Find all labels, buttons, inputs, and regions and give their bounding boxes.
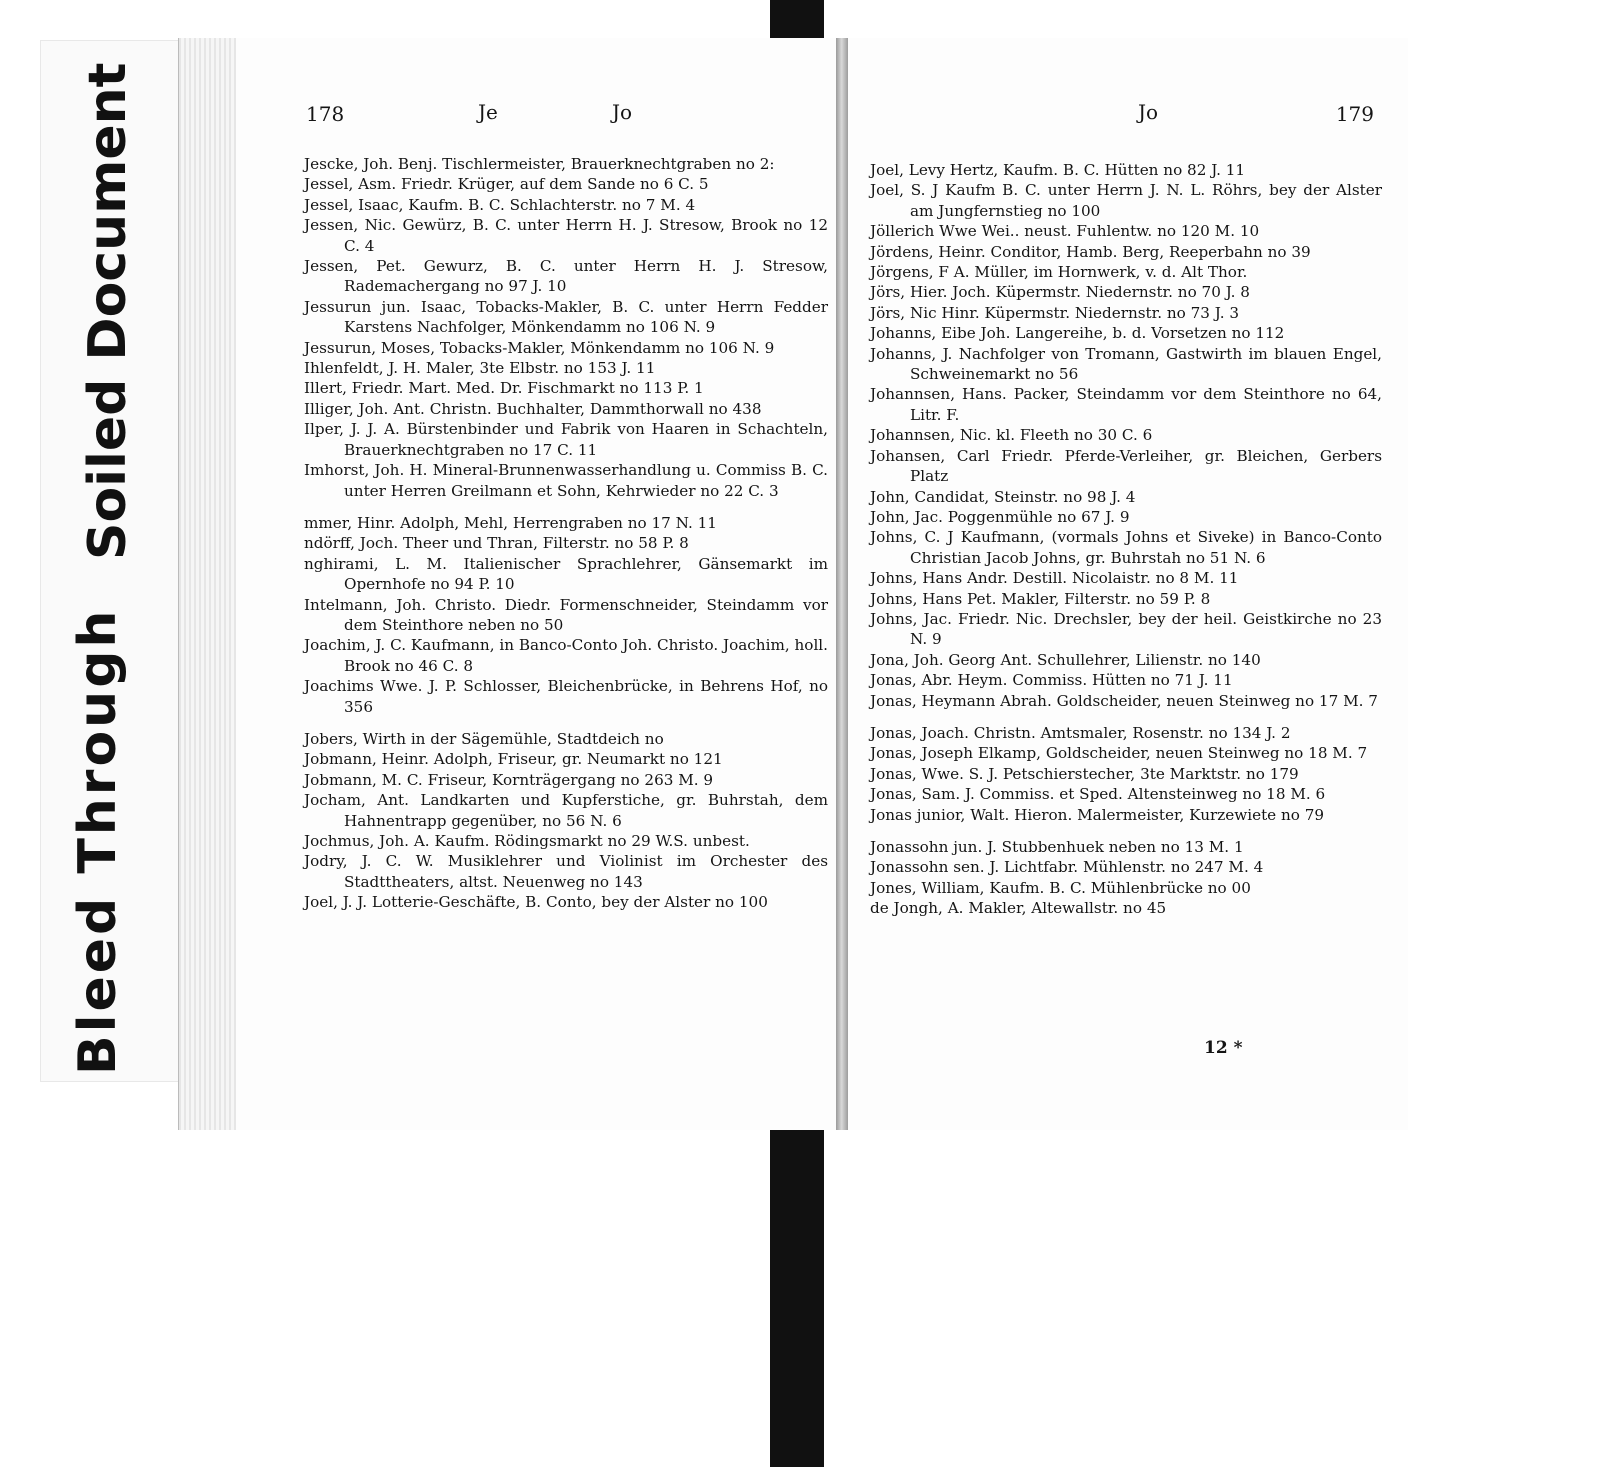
left-entry-list xyxy=(304,154,828,913)
directory-entry: Illert, Friedr. Mart. Med. Dr. Fischmarkt no 113 P. 1 xyxy=(304,379,704,398)
directory-entry: Joel, J. J. Lotterie-Geschäfte, B. Conto, bey der Alster no 100 xyxy=(304,893,768,912)
directory-entry: mmer, Hinr. Adolph, Mehl, Herrengraben no 17 N. 11 xyxy=(304,513,717,532)
directory-entry: Jörs, Hier. Joch. Küpermstr. Niedernstr. no 70 J. 8 xyxy=(870,283,1250,302)
directory-entry: Jonas, Joseph Elkamp, Goldscheider, neuen Steinweg no 18 M. 7 xyxy=(870,744,1368,763)
directory-entry: Jessen, Nic. Gewürz, B. C. unter Herrn H. J. Stresow, Brook no 12 C. 4 xyxy=(304,216,828,255)
page-edge xyxy=(178,38,239,1130)
directory-entry: Intelmann, Joh. Christo. Diedr. Formenschneider, Steindamm vor dem Steinthore neben no 50 xyxy=(304,595,828,634)
directory-entry: John, Candidat, Steinstr. no 98 J. 4 xyxy=(870,487,1136,506)
directory-entry: Jones, William, Kaufm. B. C. Mühlenbrücke no 00 xyxy=(870,878,1251,897)
directory-entry: Joel, Levy Hertz, Kaufm. B. C. Hütten no 82 J. 11 xyxy=(870,161,1246,179)
directory-entry: de Jongh, A. Makler, Altewallstr. no 45 xyxy=(870,899,1167,918)
directory-entry: Jonas, Joach. Christn. Amtsmaler, Rosenstr. no 134 J. 2 xyxy=(870,723,1291,742)
directory-entry: Jonassohn sen. J. Lichtfabr. Mühlenstr. no 247 M. 4 xyxy=(870,858,1264,877)
directory-entry: Jörgens, F A. Müller, im Hornwerk, v. d. Alt Thor. xyxy=(870,263,1248,282)
directory-entry: John, Jac. Poggenmühle no 67 J. 9 xyxy=(870,507,1130,526)
right-page-number: 179 xyxy=(1335,102,1374,126)
binding-bar-top xyxy=(770,0,824,42)
directory-entry: Joachim, J. C. Kaufmann, in Banco-Conto Joh. Christo. Joachim, holl. Brook no 46 C. 8 xyxy=(304,636,828,675)
directory-entry: nghirami, L. M. Italienischer Sprachlehrer, Gänsemarkt im Opernhofe no 94 P. 10 xyxy=(304,554,828,594)
right-page xyxy=(848,38,1408,1130)
directory-entry: Ihlenfeldt, J. H. Maler, 3te Elbstr. no 153 J. 11 xyxy=(304,359,656,378)
directory-entry: Johns, Hans Andr. Destill. Nicolaistr. no 8 M. 11 xyxy=(870,569,1239,588)
left-page-number: 178 xyxy=(306,102,345,126)
directory-entry: Johanns, J. Nachfolger von Tromann, Gastwirth im blauen Engel, Schweinemarkt no 56 xyxy=(870,344,1382,384)
directory-entry: ndörff, Joch. Theer und Thran, Filterstr. no 58 P. 8 xyxy=(304,534,689,553)
directory-entry: Jonas, Abr. Heym. Commiss. Hütten no 71 J. 11 xyxy=(870,671,1233,690)
directory-entry: Jobers, Wirth in der Sägemühle, Stadtdeich no xyxy=(304,729,664,748)
left-header-right: Jo xyxy=(612,100,633,124)
directory-entry: Johansen, Carl Friedr. Pferde-Verleiher, gr. Bleichen, Gerbers Platz xyxy=(870,446,1382,486)
directory-entry: Jona, Joh. Georg Ant. Schullehrer, Lilienstr. no 140 xyxy=(870,650,1261,669)
directory-entry: Johns, C. J Kaufmann, (vormals Johns et Siveke) in Banco-Conto Christian Jacob Johns, gr. Buhrstah no 51 N. 6 xyxy=(870,528,1382,567)
directory-entry: Joel, S. J Kaufm B. C. unter Herrn J. N. L. Röhrs, bey der Alster am Jungfernstieg no 100 xyxy=(870,181,1382,220)
directory-entry: Jobmann, Heinr. Adolph, Friseur, gr. Neumarkt no 121 xyxy=(304,750,723,769)
directory-entry: Johannsen, Hans. Packer, Steindamm vor dem Steinthore no 64, Litr. F. xyxy=(870,385,1382,424)
directory-entry: Jodry, J. C. W. Musiklehrer und Violinist im Orchester des Stadttheaters, altst. Neuenweg no 143 xyxy=(304,852,828,891)
directory-entry: Illiger, Joh. Ant. Christn. Buchhalter, Dammthorwall no 438 xyxy=(304,399,762,418)
directory-entry: Johanns, Eibe Joh. Langereihe, b. d. Vorsetzen no 112 xyxy=(870,324,1285,343)
directory-entry: Jonas, Wwe. S. J. Petschierstecher, 3te Marktstr. no 179 xyxy=(870,764,1299,783)
bleed-through-label: Bleed Through xyxy=(68,607,128,1075)
directory-entry: Johns, Hans Pet. Makler, Filterstr. no 59 P. 8 xyxy=(870,589,1211,608)
directory-entry: Jobmann, M. C. Friseur, Kornträgergang no 263 M. 9 xyxy=(304,770,714,789)
directory-entry: Jessurun, Moses, Tobacks-Makler, Mönkendamm no 106 N. 9 xyxy=(304,338,775,357)
directory-entry: Jörs, Nic Hinr. Küpermstr. Niedernstr. no 73 J. 3 xyxy=(870,303,1240,322)
directory-entry: Jessurun jun. Isaac, Tobacks-Makler, B. C. unter Herrn Fedder Karstens Nachfolger, Mönkendamm no 106 N. 9 xyxy=(304,297,828,337)
signature-mark: 12 * xyxy=(1204,1038,1243,1058)
directory-entry: Jördens, Heinr. Conditor, Hamb. Berg, Reeperbahn no 39 xyxy=(870,242,1311,261)
binding-bar-bottom xyxy=(770,1118,824,1467)
directory-entry: Jonas junior, Walt. Hieron. Malermeister, Kurzewiete no 79 xyxy=(870,805,1325,824)
directory-entry: Jessel, Isaac, Kaufm. B. C. Schlachterstr. no 7 M. 4 xyxy=(304,195,696,214)
soiled-document-label: Soiled Document xyxy=(78,62,138,560)
directory-entry: Joachims Wwe. J. P. Schlosser, Bleichenbrücke, in Behrens Hof, no 356 xyxy=(304,677,828,716)
directory-entry: Jessen, Pet. Gewurz, B. C. unter Herrn H. J. Stresow, Rademachergang no 97 J. 10 xyxy=(304,257,828,296)
left-page xyxy=(236,38,839,1130)
directory-entry: Jochmus, Joh. A. Kaufm. Rödingsmarkt no 29 W.S. unbest. xyxy=(304,832,750,850)
directory-entry: Jescke, Joh. Benj. Tischlermeister, Brauerknechtgraben no 2: xyxy=(304,155,775,173)
right-entry-list xyxy=(870,160,1382,919)
directory-entry: Jocham, Ant. Landkarten und Kupferstiche, gr. Buhrstah, dem Hahnentrapp gegenüber, no 56 N. 6 xyxy=(304,791,828,830)
directory-entry: Jonassohn jun. J. Stubbenhuek neben no 13 M. 1 xyxy=(870,838,1244,856)
directory-entry: Jessel, Asm. Friedr. Krüger, auf dem Sande no 6 C. 5 xyxy=(304,175,709,194)
directory-entry: Imhorst, Joh. H. Mineral-Brunnenwasserhandlung u. Commiss B. C. unter Herren Greilmann et Sohn, Kehrwieder no 22 C. 3 xyxy=(304,461,828,500)
right-header: Jo xyxy=(1138,100,1159,124)
left-header-left: Je xyxy=(478,100,498,124)
directory-entry: Jonas, Heymann Abrah. Goldscheider, neuen Steinweg no 17 M. 7 xyxy=(870,691,1378,710)
directory-entry: Johns, Jac. Friedr. Nic. Drechsler, bey der heil. Geistkirche no 23 N. 9 xyxy=(870,609,1382,649)
directory-entry: Johannsen, Nic. kl. Fleeth no 30 C. 6 xyxy=(870,426,1153,445)
directory-entry: Jonas, Sam. J. Commiss. et Sped. Altensteinweg no 18 M. 6 xyxy=(870,785,1326,804)
directory-entry: Ilper, J. J. A. Bürstenbinder und Fabrik von Haaren in Schachteln, Brauerknechtgraben no 17 C. 11 xyxy=(304,420,828,459)
directory-entry: Jöllerich Wwe Wei.. neust. Fuhlentw. no 120 M. 10 xyxy=(870,222,1260,241)
